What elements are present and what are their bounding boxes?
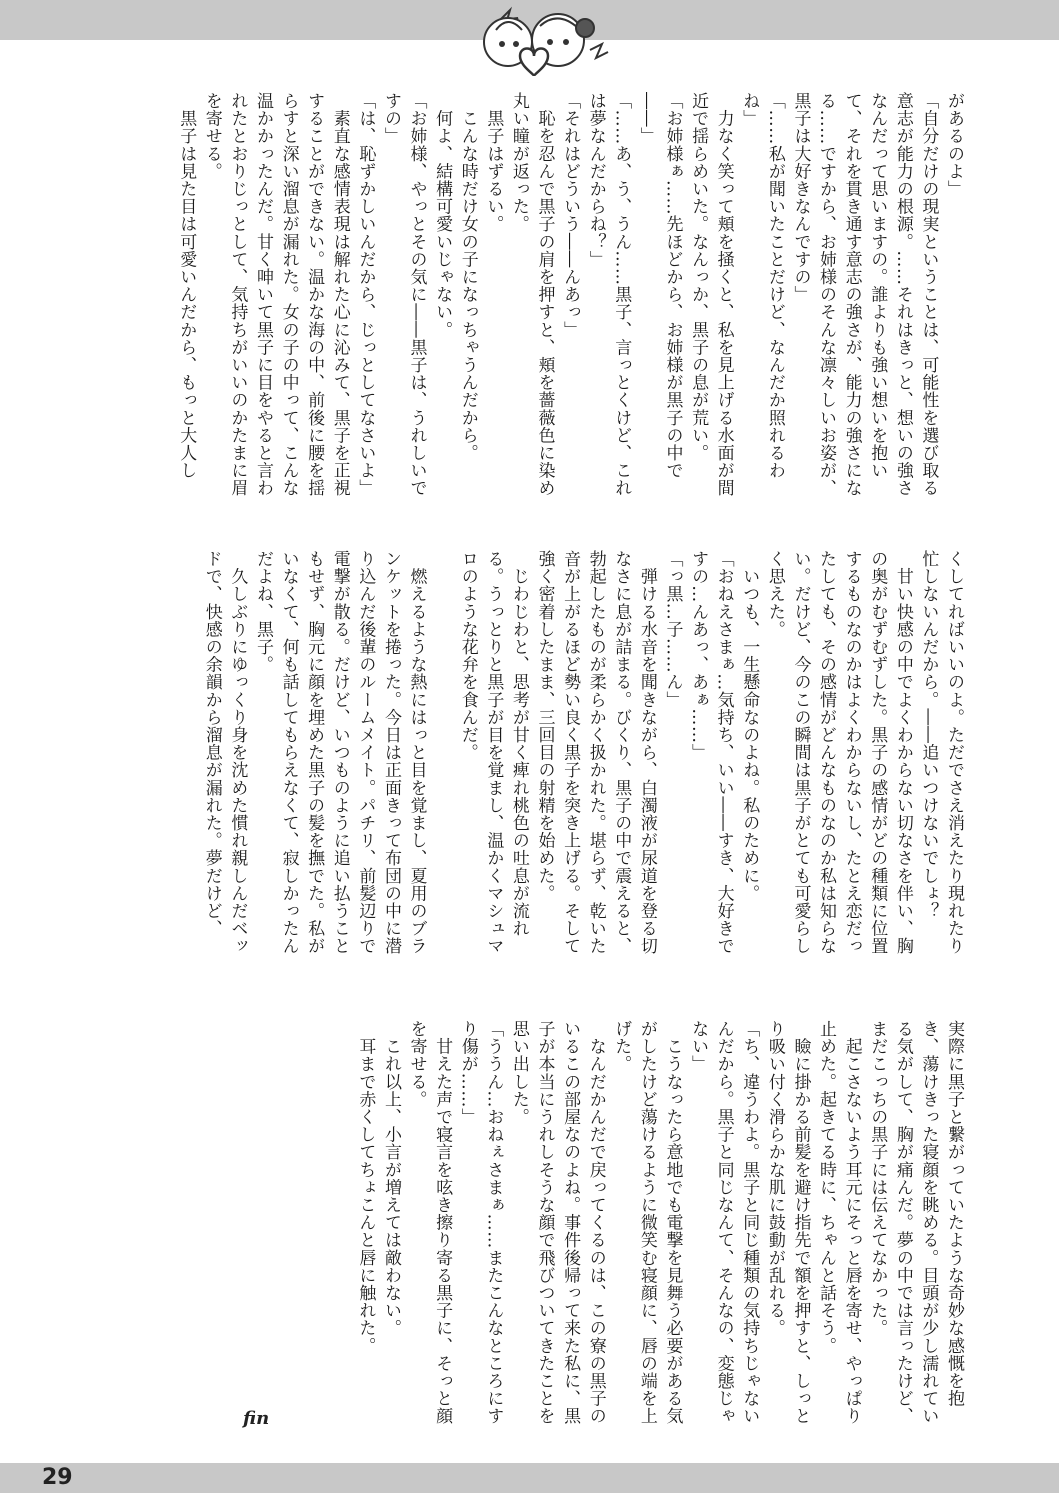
bottom-footer-band (0, 1463, 1059, 1493)
story-text-block-upper: があるのよ」 「自分だけの現実ということは、可能性を選び取る意志が能力の根源。……それはきっと、想いの強さなんだって思いますの。誰よりも強い想いを抱いて、それを貫き通す意志の強さが、能力の強さになる……ですから、お姉様のそんな凛々しいお姿が、黒子は大好きなんですの」 「……私が聞いたことだけど、なんだか照れるわね」 力なく笑って頬を掻くと、私を見上げる水面が間近で揺らめいた。なんっか、黒子の息が荒い。 「お姉様ぁ……先ほどから、お姉様が黒子の中で――」 「……あ、う、うん……黒子、言っとくけど、これは夢なんだからね？」 「それはどういう――んあっ」 恥を忍んで黒子の肩を押すと、頬を薔薇色に染め丸い瞳が返った。 黒子はずるい。 こんな時だけ女の子になっちゃうんだから。 何よ、結構可愛いじゃない。 「お姉様、やっとその気に――黒子は、うれしいですの」 「は、恥ずかしいんだから、じっとしてなさいよ」 素直な感情表現は解れた心に沁みて、黒子を正視することができない。温かな海の中、前後に腰を揺らすと深い溜息が漏れた。女の子の中って、こんな温かかったんだ。甘く呻いて黒子に目をやると言われたとおりじっとして、気持ちがいいのかたまに眉を寄せる。 黒子は見た目は可愛いんだから、もっと大人し (176, 92, 964, 497)
end-mark: fin (243, 1408, 270, 1429)
chibi-characters-heart-icon (440, 0, 620, 80)
story-text-block-lower: 実際に黒子と繋がっていたような奇妙な感慨を抱き、蕩けきった寝顔を眺める。目頭が少し濡れている気がして、胸が痛んだ。夢の中では言ったけど、まだこっちの黒子には伝えてなかった。 起こさないよう耳元にそっと唇を寄せ、やっぱり止めた。起きてる時に、ちゃんと話そう。 瞼に掛かる前髪を避け指先で額を押すと、しっとり吸い付く滑らかな肌に鼓動が乱れる。 「ち、違うわよ。黒子と同じ種類の気持ちじゃないんだから。黒子と同じなんて、そんなの、変態じゃない」 こうなったら意地でも電撃を見舞う必要がある気がしたけど蕩けるように微笑む寝顔に、唇の端を上げた。 なんだかんだで戻ってくるのは、この寮の黒子のいるこの部屋なのよね。事件後帰って来た私に、黒子が本当にうれしそうな顔で飛びついてきたことを思い出した。 「ううん…おねぇさまぁ……またこんなところにすり傷が……」 甘えた声で寝言を呟き擦り寄る黒子に、そっと顔を寄せる。 これ以上、小言が増えては敵わない。 耳まで赤くしてちょこんと唇に触れた。 (355, 1020, 964, 1425)
page-number: 29 (42, 1465, 73, 1490)
story-text-block-middle: くしてればいいのよ。ただでさえ消えたり現れたり忙しないんだから。――追いつけないでしょ？ 甘い快感の中でよくわからない切なさを伴い、胸の奥がむずむずした。黒子の感情がどの種類に位置するものなのかはよくわからないし、たとえ恋だったしても、その感情がどんなものなのか私は知らない。だけど、今のこの瞬間は黒子がとても可愛らしく思えた。 いつも、一生懸命なのよね。私のために。 「おねえさまぁ…気持ち、いい――すき、大好きですの…んあっ、あぁ……」 「っ黒…子……ん」 弾ける水音を聞きながら、白濁液が尿道を登る切なさに息が詰まる。びくり、黒子の中で震えると、勃起したものが柔らかく扱かれた。堪らず、乾いた音が上がるほど勢い良く黒子を突き上げる。そして強く密着したまま、三回目の射精を始めた。 じわじわと、思考が甘く痺れ桃色の吐息が流れる。うっとりと黒子が目を覚まし、温かくマシュマロのような花弁を食んだ。 燃えるような熱にはっと目を覚まし、夏用のブランケットを捲った。今日は正面きって布団の中に潜り込んだ後輩のルームメイト。パチリ、前髪辺りで電撃が散る。だけど、いつものように追い払うこともせず、胸元に顔を埋めた黒子の髪を撫でた。私がいなくて、何も話してもらえなくて、寂しかったんだよね、黒子。 久しぶりにゆっくり身を沈めた慣れ親しんだベッドで、快感の余韻から溜息が漏れた。夢だけど、 (201, 550, 964, 955)
